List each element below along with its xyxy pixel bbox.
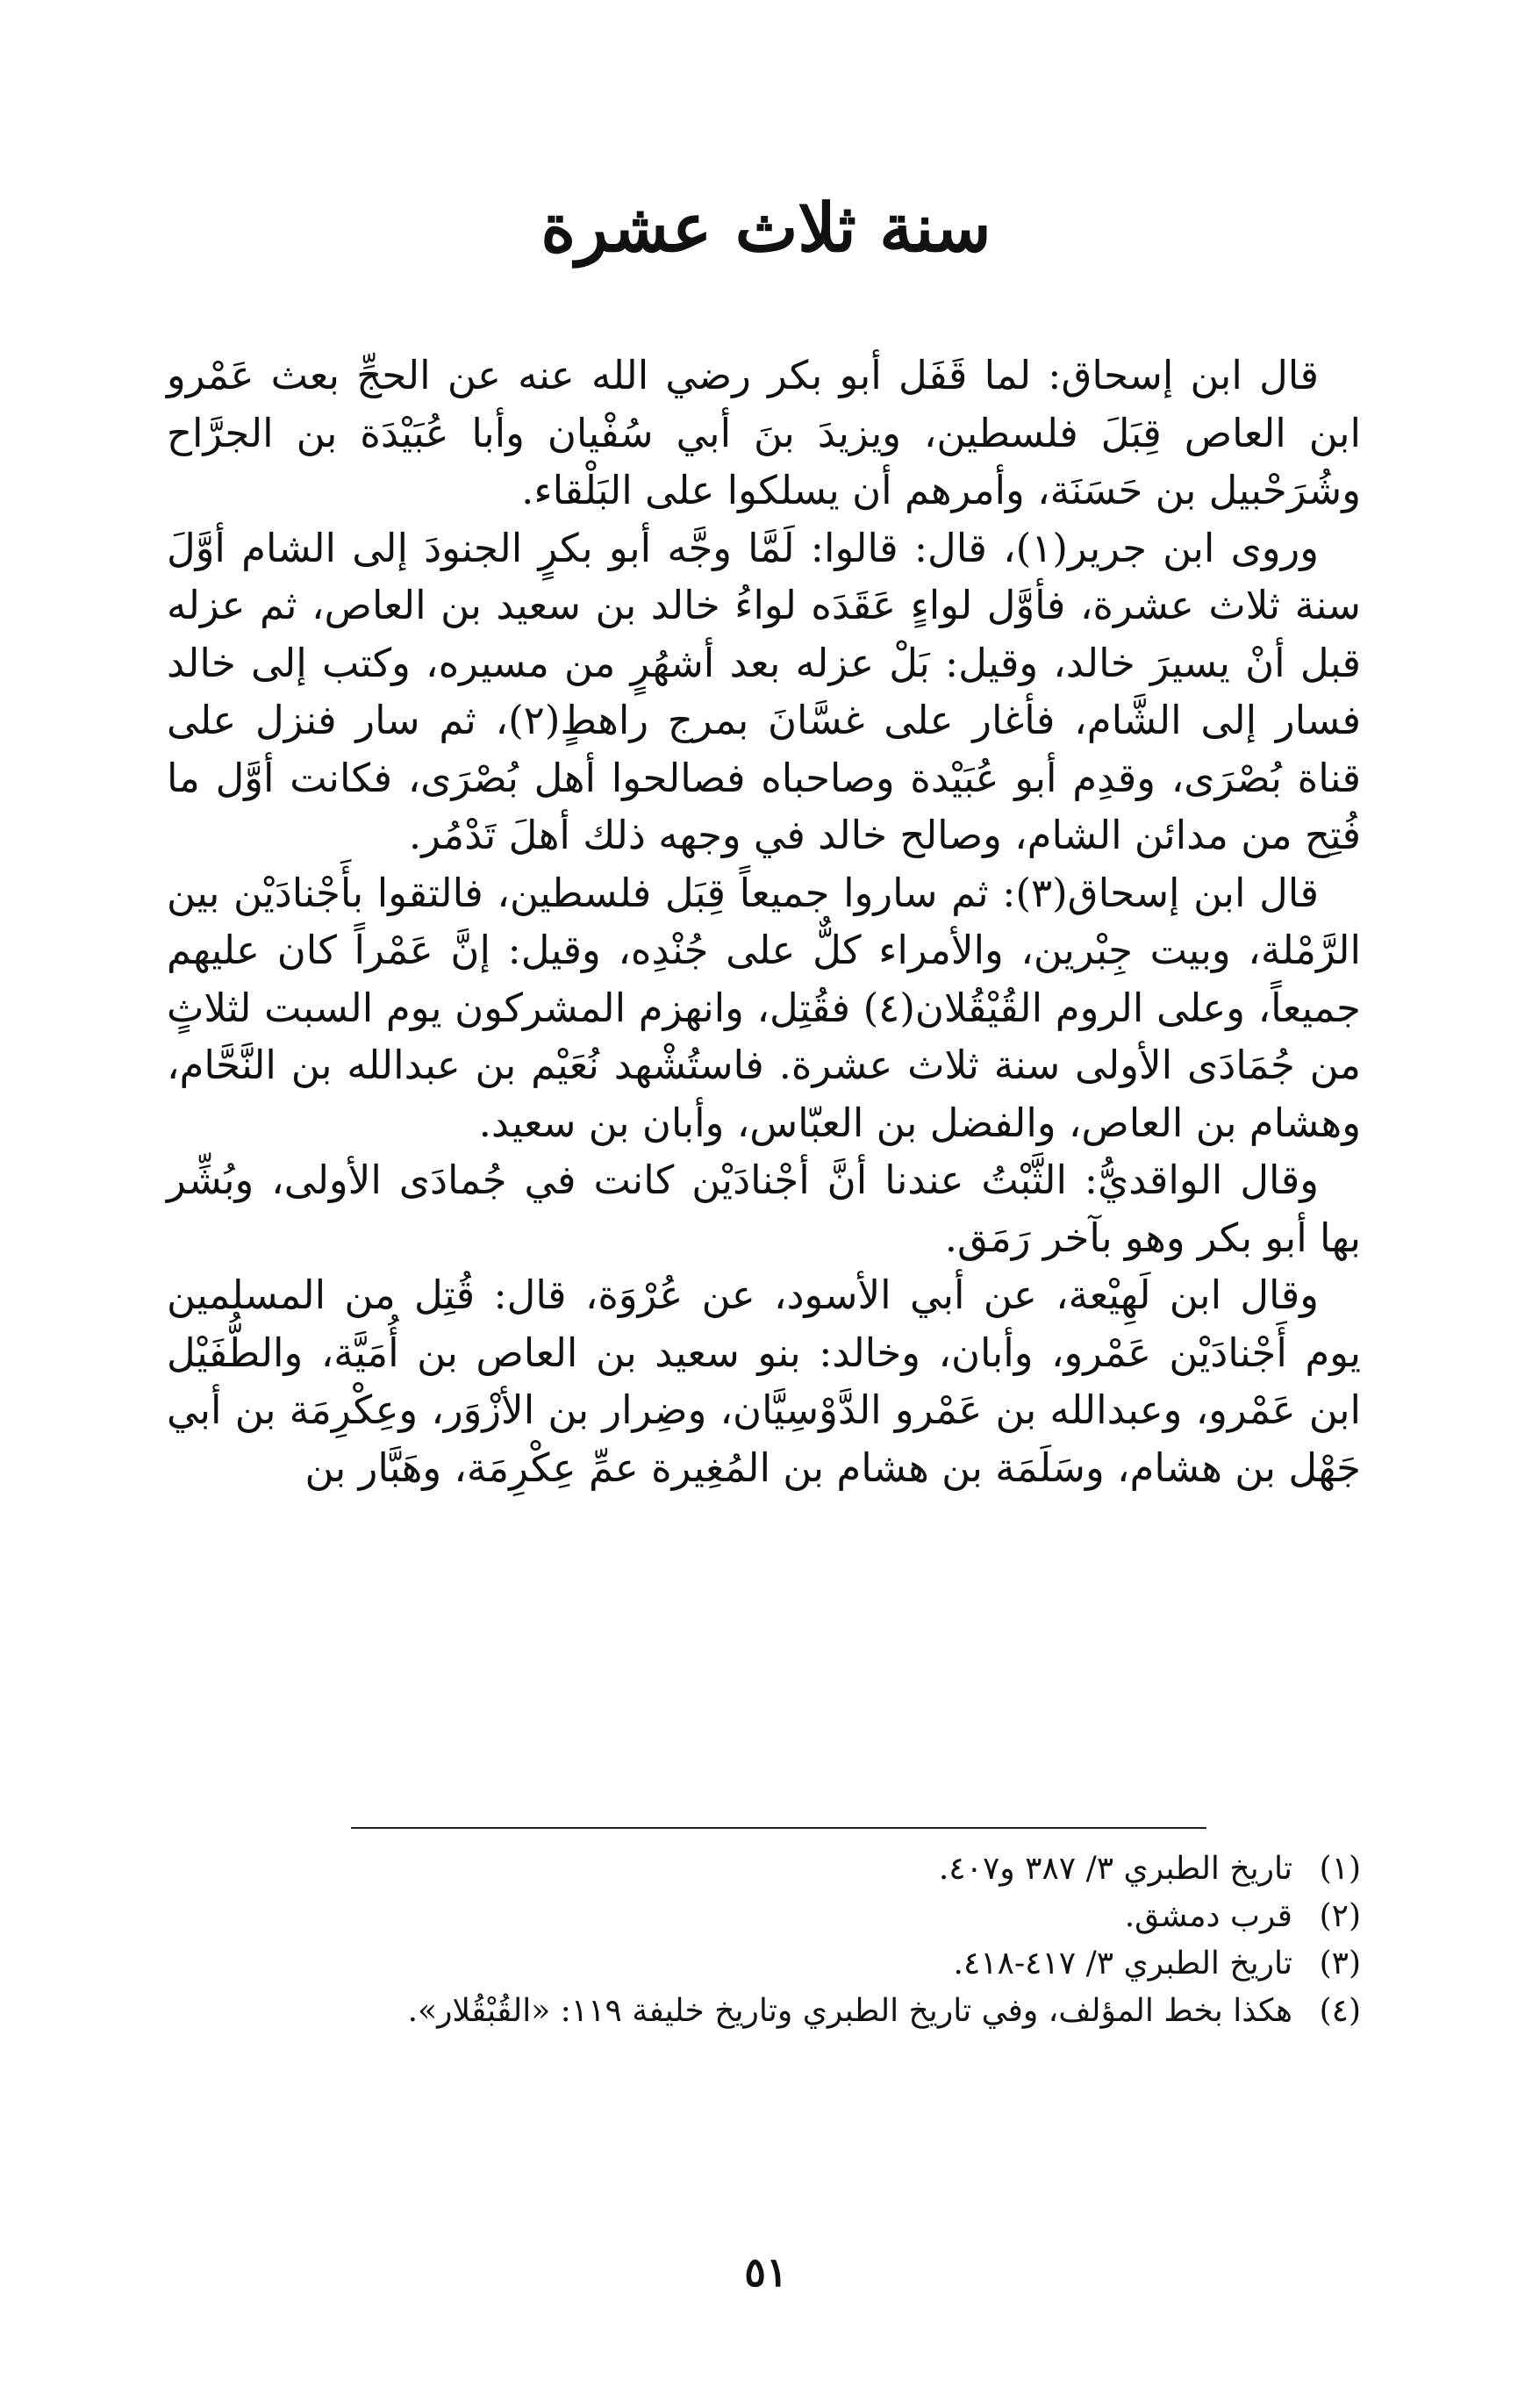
body-text (167, 347, 1361, 1496)
footnotes (263, 1845, 1361, 2035)
paragraph: وقال ابن لَهِيْعة، عن أبي الأسود، عن عُرْوَة، قال: قُتِل من المسلمين يوم أَجْنادَيْن عَمْرو، وأبان، وخالد: بنو سعيد بن العاص بن أُمَيَّة، والطُّفَيْل ابن عَمْرو، وعبدالله بن عَمْرو الدَّوْسِيَّان، وضِرار بن الأزْوَر، وعِكْرِمَة بن أبي جَهْل بن هشام، وسَلَمَة بن هشام بن المُغِيرة عمِّ عِكْرِمَة، وهَبَّار بن (167, 1272, 1361, 1491)
paragraph: وروى ابن جرير(١)، قال: قالوا: لَمَّا وجَّه أبو بكرٍ الجنودَ إلى الشام أوَّلَ سنة ثلاث عشرة، فأوَّل لواءٍ عَقَدَه لواءُ خالد بن سعيد بن العاص، ثم عزله قبل أنْ يسيرَ خالد، وقيل: بَلْ عزله بعد أشهُرٍ من مسيره، وكتب إلى خالد فسار إلى الشَّام، فأغار على غسَّانَ بمرج راهطٍ(٢)، ثم سار فنزل على قناة بُصْرَى، وقدِم أبو عُبَيْدة وصاحباه فصالحوا أهل بُصْرَى، فكانت أوَّل ما فُتِح من مدائن الشام، وصالح خالد في وجهه ذلك أهلَ تَدْمُر. (167, 524, 1361, 858)
page-number: ٥١ (744, 2248, 788, 2296)
footnote-number: (٣) (1319, 1946, 1361, 1982)
paragraph: قال ابن إسحاق(٣): ثم ساروا جميعاً قِبَل فلسطين، فالتقوا بأَجْنادَيْن بين الرَّمْلة، وبيت جِبْرين، والأمراء كلٌّ على جُنْدِه، وقيل: إنَّ عَمْراً كان عليهم جميعاً، وعلى الروم القُيْقُلان(٤) فقُتِل، وانهزم المشركون يوم السبت لثلاثٍ من جُمَادَى الأولى سنة ثلاث عشرة. فاستُشْهد نُعَيْم بن عبدالله بن النَّحَّام، وهشام بن العاص، والفضل بن العبّاس، وأبان بن سعيد. (167, 869, 1361, 1146)
footnote-text: تاريخ الطبري ٣/ ٣٨٧ و٤٠٧. (938, 1851, 1292, 1887)
footnote-number: (٢) (1319, 1898, 1361, 1934)
footnote-text: قرب دمشق. (1124, 1898, 1292, 1934)
paragraph: قال ابن إسحاق: لما قَفَل أبو بكر رضي الله عنه عن الحجِّ بعث عَمْرو ابن العاص قِبَلَ فلسطين، ويزيدَ بنَ أبي سُفْيان وأبا عُبَيْدَة بن الجرَّاح وشُرَحْبيل بن حَسَنَة، وأمرهم أن يسلكوا على البَلْقاء. (167, 352, 1361, 513)
footnote (263, 1940, 1361, 1988)
footnote (263, 1893, 1361, 1940)
footnote-number: (١) (1319, 1851, 1361, 1887)
footnote-text: هكذا بخط المؤلف، وفي تاريخ الطبري وتاريخ خليفة ١١٩: «القُبْقُلار». (407, 1993, 1292, 2029)
paragraph: وقال الواقديُّ: الثَّبْتُ عندنا أنَّ أجْنادَيْن كانت في جُمادَى الأولى، وبُشِّر بها أبو بكر وهو بآخر رَمَق. (167, 1157, 1361, 1261)
chapter-title: سنة ثلاث عشرة (540, 189, 992, 267)
footnote-number: (٤) (1319, 1993, 1361, 2029)
footnote-divider (351, 1827, 1206, 1829)
footnote (263, 1845, 1361, 1893)
footnote (263, 1988, 1361, 2035)
footnote-text: تاريخ الطبري ٣/ ٤١٧-٤١٨. (953, 1946, 1292, 1982)
